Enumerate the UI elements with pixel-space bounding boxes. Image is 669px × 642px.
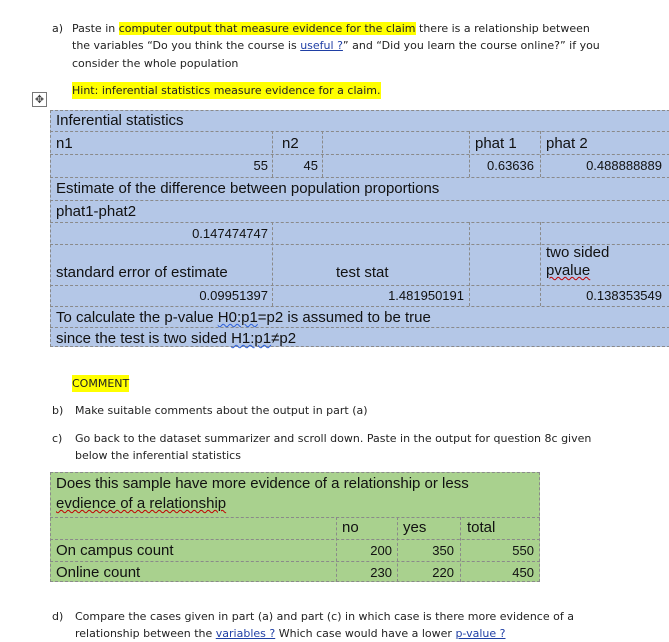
two-sided-label: two sided (546, 244, 610, 261)
part-c-line1: Go back to the dataset summarizer and scroll down. Paste in the output for question 8c given (75, 432, 592, 445)
part-a-line2-post: ” and “Did you learn the course online?” if you (342, 39, 600, 52)
part-a-line1 (72, 20, 590, 37)
phat1-label: phat 1 (475, 135, 517, 152)
header-total: total (467, 519, 496, 536)
part-c-line2: below the inferential statistics (75, 449, 241, 462)
header-no: no (342, 519, 359, 536)
part-c-label: c) (52, 432, 63, 445)
part-d-line2 (75, 625, 506, 642)
se-label: standard error of estimate (56, 264, 228, 281)
phat1-value: 0.63636 (487, 158, 534, 173)
move-handle-icon[interactable]: ✥ (32, 92, 47, 107)
part-b-text: Make suitable comments about the output in part (a) (75, 404, 368, 417)
phat2-label: phat 2 (546, 135, 588, 152)
part-a-line3: consider the whole population (72, 57, 239, 70)
variables-link[interactable]: variables ? (215, 627, 276, 640)
on-campus-no: 200 (370, 543, 392, 558)
note-h0-post: =p2 is assumed to be true (257, 309, 431, 326)
h0-term: H0:p1 (217, 309, 258, 326)
n2-label: n2 (282, 135, 299, 152)
on-campus-total: 550 (512, 543, 534, 558)
online-no: 230 (370, 565, 392, 580)
hint-text: Hint: inferential statistics measure evidence for a claim. (72, 84, 381, 97)
part-d-line1: Compare the cases given in part (a) and part (c) in which case is there more evidence of a (75, 610, 574, 623)
estimate-label: Estimate of the difference between population proportions (56, 180, 440, 197)
online-total: 450 (512, 565, 534, 580)
note-h0-pre: To calculate the p-value (56, 309, 218, 326)
relationship-title-1: Does this sample have more evidence of a relationship or less (56, 475, 469, 492)
part-d-label: d) (52, 610, 64, 623)
h1-term: H1:p1 (231, 330, 272, 347)
relationship-title-2: evdience of a relationship (56, 495, 227, 512)
part-b-label: b) (52, 404, 64, 417)
phat2-value: 0.488888889 (586, 158, 662, 173)
note-h1 (56, 330, 296, 348)
part-a-line2-pre: the variables “Do you think the course is (72, 39, 301, 52)
part-a-line1-pre: Paste in (72, 22, 119, 35)
row-online-label: Online count (56, 564, 141, 581)
n2-value: 45 (303, 158, 318, 173)
header-yes: yes (403, 519, 427, 536)
diff-value: 0.147474747 (192, 226, 268, 241)
useful-link[interactable]: useful ? (300, 39, 343, 52)
on-campus-yes: 350 (432, 543, 454, 558)
diff-label: phat1-phat2 (56, 203, 137, 220)
online-yes: 220 (432, 565, 454, 580)
n1-label: n1 (56, 135, 73, 152)
highlighted-phrase: computer output that measure evidence for the claim (118, 22, 416, 35)
part-a-label: a) (52, 22, 64, 35)
test-stat-label: test stat (336, 264, 389, 281)
test-stat-value: 1.481950191 (388, 288, 464, 303)
row-on-campus-label: On campus count (56, 542, 174, 559)
comment-label: COMMENT (72, 377, 130, 390)
part-d-line2-mid: Which case would have a lower (275, 627, 456, 640)
n1-value: 55 (253, 158, 268, 173)
pvalue-value: 0.138353549 (586, 288, 662, 303)
note-h1-post: ≠p2 (271, 330, 297, 347)
part-d-line2-pre: relationship between the (75, 627, 216, 640)
part-a-line2 (72, 37, 600, 54)
table-title: Inferential statistics (56, 112, 184, 129)
part-a-line1-post: there is a relationship between (415, 22, 590, 35)
note-h0 (56, 309, 431, 327)
p-value-link[interactable]: p-value ? (455, 627, 506, 640)
se-value: 0.09951397 (199, 288, 268, 303)
note-h1-pre: since the test is two sided (56, 330, 232, 347)
pvalue-label: pvalue (546, 262, 591, 279)
